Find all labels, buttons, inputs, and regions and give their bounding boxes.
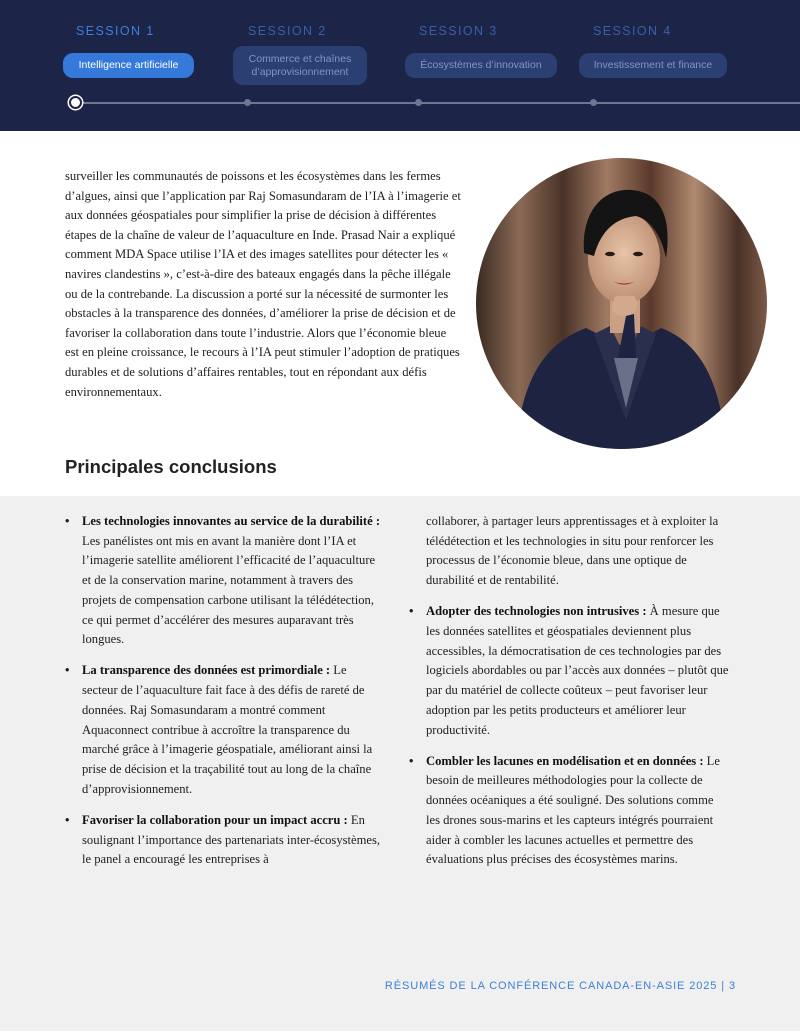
conclusion-item <box>409 602 729 740</box>
session-4-tab[interactable]: Investissement et finance <box>579 53 727 78</box>
session-1-tab[interactable]: Intelligence artificielle <box>63 53 194 78</box>
session-4-marker <box>590 99 597 106</box>
conclusion-continuation-text: collaborer, à partager leurs apprentissages et à exploiter la télédétection et les technologies in situ pour renforcer les processus de l’économie bleue, dans une optique de durabilité et de rentabilité. <box>426 514 719 588</box>
conclusions-right-column <box>409 512 729 881</box>
conclusion-body: En soulignant l’importance des partenariats inter-écosystèmes, le panel a encouragé les entreprises à <box>82 812 381 867</box>
session-3-label: SESSION 3 <box>419 24 498 38</box>
conclusion-heading: Combler les lacunes en modélisation et en données : <box>426 753 704 768</box>
page-footer: RÉSUMÉS DE LA CONFÉRENCE CANADA-EN-ASIE 2025 | 3 <box>384 980 736 992</box>
conclusion-heading: Les technologies innovantes au service de la durabilité : <box>82 514 381 528</box>
conclusion-heading: La transparence des données est primordiale : <box>82 663 331 678</box>
session-2-tab[interactable]: Commerce et chaînes d’approvisionnement <box>233 46 367 85</box>
session-2-marker <box>244 99 251 106</box>
speaker-portrait-image <box>476 158 767 449</box>
conclusion-body: Le secteur de l’aquaculture fait face à des défis de rareté de données. Raj Somasundaram a montré comment Aquaconnect contribue à accroître la transparence du marché grâce à l’imagerie géospatiale, améliorant ainsi la prise de décision et la traçabilité tout au long de la chaîne d’approvisionnement. <box>82 663 373 796</box>
speaker-portrait <box>476 158 767 449</box>
conclusion-item <box>65 512 385 650</box>
session-1-label: SESSION 1 <box>76 24 155 38</box>
session-timeline <box>75 102 800 104</box>
session-3-marker <box>415 99 422 106</box>
conclusion-item <box>409 752 729 870</box>
conclusion-heading: Adopter des technologies non intrusives : <box>426 604 647 619</box>
conclusion-item <box>65 661 385 799</box>
session-4-label: SESSION 4 <box>593 24 672 38</box>
session-3-tab[interactable]: Écosystèmes d’innovation <box>405 53 557 78</box>
session-1-marker <box>69 96 82 109</box>
conclusion-continuation <box>409 512 729 591</box>
conclusion-body: À mesure que les données satellites et géospatiales deviennent plus accessibles, la démocratisation de ces technologies par des logiciels abordables ou par l’accès aux données – plutôt que par du matériel de collecte coûteux – peut favoriser leur adoption par les petits producteurs et améliorer leur productivité. <box>426 604 729 737</box>
conclusion-body: Le besoin de meilleures méthodologies pour la collecte de données océaniques a été souligné. Des solutions comme les drones sous-marins et les capteurs intégrés pourraient aider à combler les lacunes actuelles et permettre des évaluations plus précises des écosystèmes marins. <box>426 753 720 867</box>
conclusion-body: Les panélistes ont mis en avant la manière dont l’IA et l’imagerie satellite améliorent l’efficacité de l’aquaculture et de la conservation marine, notamment à travers des projets de compensation carbone utilisant la télédétection, ce qui permet d’accélérer des mesures auparavant très longues. <box>82 533 376 647</box>
conclusions-left-column <box>65 512 385 881</box>
intro-paragraph: surveiller les communautés de poissons et les écosystèmes dans les fermes d’algues, ainsi que l’application par Raj Somasundaram de l’IA à l’imagerie et aux données géospatiales pour simplifier la prise de décision à différentes étapes de la chaîne de valeur de l’aquaculture en Inde. Prasad Nair a expliqué comment MDA Space utilise l’IA et des images satellites pour détecter les « navires clandestins », c’est-à-dire des bateaux engagés dans la pêche illégale ou de la contrebande. La discussion a porté sur la nécessité de surmonter les obstacles à la transparence des données, d’améliorer la prise de décision et de favoriser la collaboration dans toute l’industrie. Alors que l’économie bleue est en pleine croissance, le recours à l’IA peut stimuler l’adoption de pratiques durables et de solutions d’affaires rentables, tout en répondant aux défis environnementaux. <box>65 169 461 399</box>
conclusions-title: Principales conclusions <box>65 456 277 477</box>
conclusion-item <box>65 811 385 870</box>
session-header <box>0 0 800 131</box>
session-2-label: SESSION 2 <box>248 24 327 38</box>
conclusion-heading: Favoriser la collaboration pour un impact accru : <box>82 812 348 827</box>
